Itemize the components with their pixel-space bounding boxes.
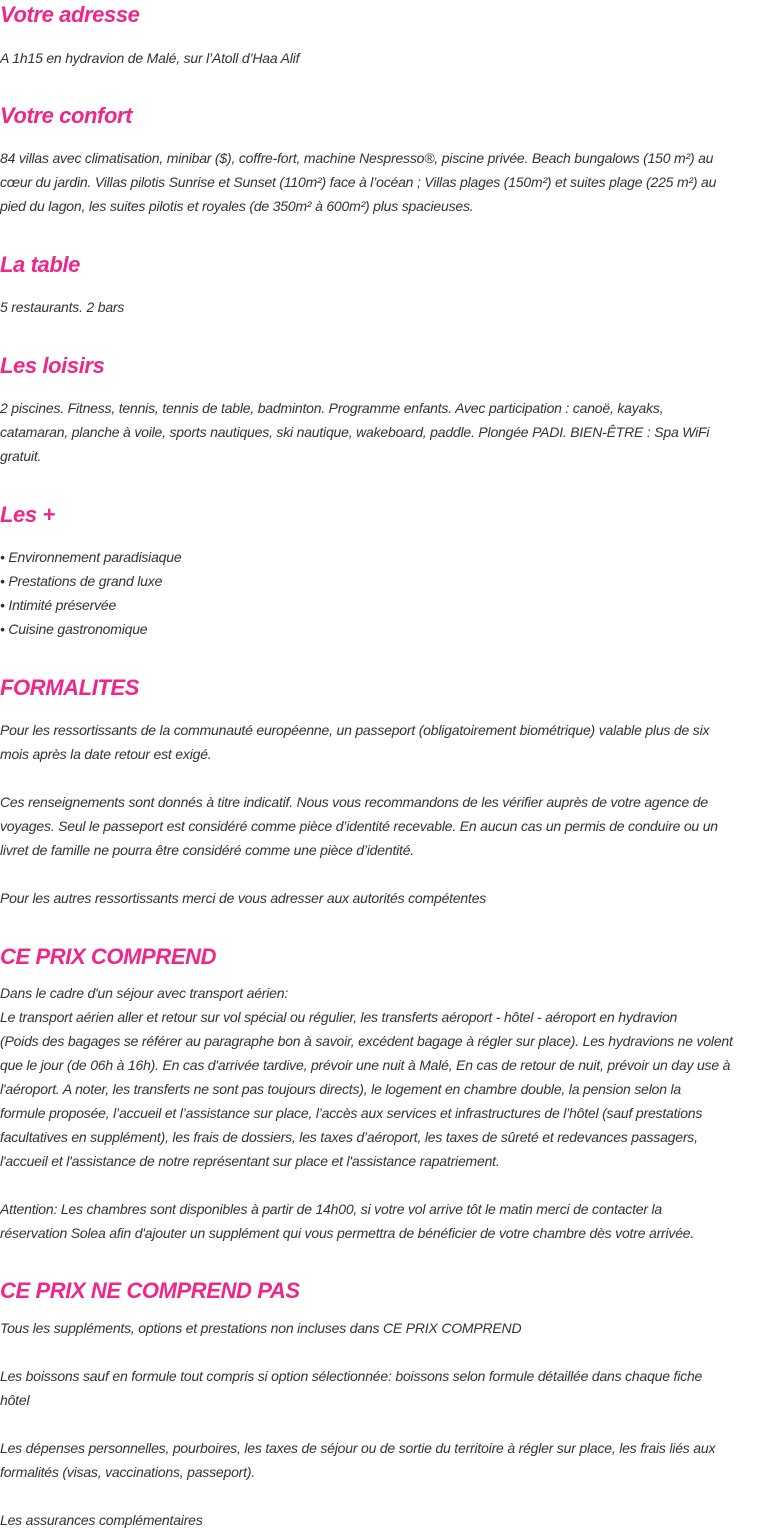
- confort-line: pied du lagon, les suites pilotis et royales (de 350m² à 600m²) plus spacieuses.: [0, 198, 474, 214]
- list-item: • Intimité préservée: [0, 597, 117, 613]
- heading-les-plus: Les +: [0, 502, 55, 527]
- ne-comprend-line: Tous les suppléments, options et prestations non incluses dans CE PRIX COMPREND: [0, 1320, 522, 1336]
- table-line: 5 restaurants. 2 bars: [0, 299, 125, 315]
- comprend-line: Dans le cadre d'un séjour avec transport aérien:: [0, 985, 289, 1001]
- formalites-line: Pour les autres ressortissants merci de vous adresser aux autorités compétentes: [0, 890, 487, 906]
- comprend-paragraph-1: [0, 981, 758, 1173]
- list-item: • Environnement paradisiaque: [0, 549, 182, 565]
- formalites-line: Pour les ressortissants de la communauté européenne, un passeport (obligatoirement biométrique) valable plus de six: [0, 722, 710, 738]
- ne-comprend-line: formalités (visas, vaccinations, passeport).: [0, 1464, 255, 1480]
- loisirs-line: catamaran, planche à voile, sports nautiques, ski nautique, wakeboard, paddle. Plongée PADI. BIEN-ÊTRE : Spa WiFi: [0, 424, 710, 440]
- ne-comprend-line: Les assurances complémentaires: [0, 1512, 203, 1528]
- comprend-line: l'aéroport. A noter, les transferts ne sont pas toujours directs), le logement en chambre double, la pension selon la: [0, 1081, 681, 1097]
- ne-comprend-line: Les dépenses personnelles, pourboires, les taxes de séjour ou de sortie du territoire à régler sur place, les frais liés aux: [0, 1440, 716, 1456]
- heading-la-table: La table: [0, 252, 80, 277]
- formalites-paragraph-1: [0, 718, 758, 766]
- ne-comprend-line: hôtel: [0, 1392, 30, 1408]
- loisirs-text: [0, 396, 758, 468]
- formalites-line: voyages. Seul le passeport est considéré comme pièce d’identité recevable. En aucun cas un permis de conduire ou un: [0, 818, 718, 834]
- comprend-line: formule proposée, l’accueil et l’assistance sur place, l’accès aux services et infrastructures de l’hôtel (sauf prestations: [0, 1105, 703, 1121]
- confort-text: [0, 146, 758, 218]
- comprend-line: l'accueil et l'assistance de notre représentant sur place et l'assistance rapatriement.: [0, 1153, 500, 1169]
- confort-line: 84 villas avec climatisation, minibar ($), coffre-fort, machine Nespresso®, piscine privée. Beach bungalows (150 m²) au: [0, 150, 714, 166]
- ne-comprend-line: Les boissons sauf en formule tout compris si option sélectionnée: boissons selon formule détaillée dans chaque fiche: [0, 1368, 703, 1384]
- heading-ce-prix-comprend: CE PRIX COMPREND: [0, 944, 217, 969]
- heading-votre-confort: Votre confort: [0, 103, 133, 128]
- formalites-line: mois après la date retour est exigé.: [0, 746, 212, 762]
- table-text: [0, 295, 758, 319]
- formalites-paragraph-2: [0, 790, 758, 862]
- comprend-line: que le jour (de 06h à 16h). En cas d'arrivée tardive, prévoir une nuit à Malé, En cas de retour de nuit, prévoir un day use à: [0, 1057, 731, 1073]
- comprend-line: Le transport aérien aller et retour sur vol spécial ou régulier, les transferts aéroport - hôtel - aéroport en hydravion: [0, 1009, 678, 1025]
- confort-line: cœur du jardin. Villas pilotis Sunrise et Sunset (110m²) face à l’océan ; Villas plages (150m²) et suites plage (225 m²) au: [0, 174, 717, 190]
- formalites-line: livret de famille ne pourra être considéré comme une pièce d’identité.: [0, 842, 415, 858]
- list-item: • Prestations de grand luxe: [0, 573, 163, 589]
- heading-formalites: FORMALITES: [0, 675, 139, 700]
- formalites-paragraph-3: [0, 886, 758, 910]
- comprend-line: facultatives en supplément), les frais de dossiers, les taxes d’aéroport, les taxes de sûreté et redevances passagers,: [0, 1129, 698, 1145]
- loisirs-line: 2 piscines. Fitness, tennis, tennis de table, badminton. Programme enfants. Avec participation : canoë, kayaks,: [0, 400, 664, 416]
- adresse-text: [0, 46, 758, 70]
- list-item: • Cuisine gastronomique: [0, 621, 148, 637]
- ne-comprend-paragraph-3: [0, 1436, 758, 1484]
- adresse-line: A 1h15 en hydravion de Malé, sur l’Atoll d’Haa Alif: [0, 50, 300, 66]
- ne-comprend-paragraph-4: [0, 1508, 758, 1532]
- comprend-line: Attention: Les chambres sont disponibles à partir de 14h00, si votre vol arrive tôt le matin merci de contacter la: [0, 1201, 662, 1217]
- comprend-line: réservation Solea afin d'ajouter un supplément qui vous permettra de bénéficier de votre chambre dès votre arrivée.: [0, 1225, 695, 1241]
- heading-les-loisirs: Les loisirs: [0, 353, 105, 378]
- comprend-paragraph-2: [0, 1197, 758, 1245]
- plus-list: [0, 545, 758, 641]
- comprend-line: (Poids des bagages se référer au paragraphe bon à savoir, excédent bagage à régler sur place). Les hydravions ne volent: [0, 1033, 733, 1049]
- formalites-line: Ces renseignements sont donnés à titre indicatif. Nous vous recommandons de les vérifier auprès de votre agence de: [0, 794, 708, 810]
- ne-comprend-paragraph-2: [0, 1364, 758, 1412]
- loisirs-line: gratuit.: [0, 448, 42, 464]
- heading-ce-prix-ne-comprend-pas: CE PRIX NE COMPREND PAS: [0, 1278, 300, 1303]
- ne-comprend-paragraph-1: [0, 1316, 758, 1340]
- heading-votre-adresse: Votre adresse: [0, 2, 140, 27]
